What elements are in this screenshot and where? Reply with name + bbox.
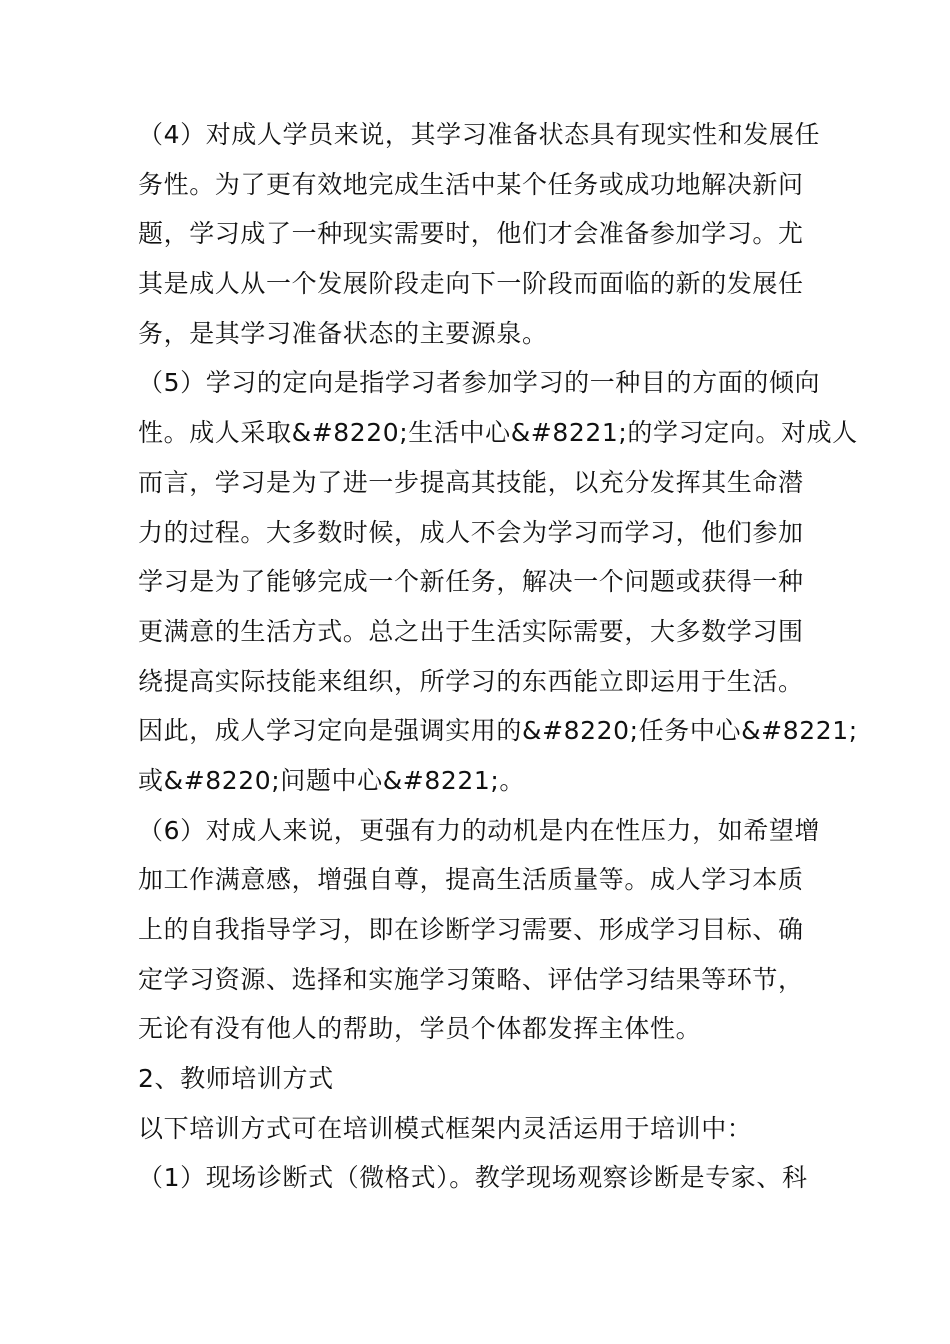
- text-line: 因此，成人学习定向是强调实用的&#8220;任务中心&#8221;: [138, 716, 858, 746]
- text-line: （5）学习的定向是指学习者参加学习的一种目的方面的倾向: [138, 368, 821, 398]
- text-line: 学习是为了能够完成一个新任务，解决一个问题或获得一种: [138, 567, 804, 597]
- text-line: 绕提高实际技能来组织，所学习的东西能立即运用于生活。: [138, 666, 804, 696]
- text-line: 加工作满意感，增强自尊，提高生活质量等。成人学习本质: [138, 865, 804, 895]
- text-line: 以下培训方式可在培训模式框架内灵活运用于培训中：: [138, 1113, 753, 1143]
- body-text: [138, 110, 858, 1203]
- text-line: （6）对成人来说，更强有力的动机是内在性压力，如希望增: [138, 815, 821, 845]
- text-line: 务性。为了更有效地完成生活中某个任务或成功地解决新问: [138, 169, 804, 199]
- text-line: 上的自我指导学习，即在诊断学习需要、形成学习目标、确: [138, 915, 804, 944]
- text-line: 无论有没有他人的帮助，学员个体都发挥主体性。: [138, 1014, 702, 1044]
- text-line: 务，是其学习准备状态的主要源泉。: [138, 318, 548, 348]
- text-line: 或&#8220;问题中心&#8221;。: [138, 765, 525, 795]
- text-line: （1）现场诊断式（微格式）。教学现场观察诊断是专家、科: [138, 1163, 808, 1193]
- text-line: （4）对成人学员来说，其学习准备状态具有现实性和发展任: [138, 120, 821, 149]
- text-line: 更满意的生活方式。总之出于生活实际需要，大多数学习围: [138, 616, 804, 646]
- text-line: 性。成人采取&#8220;生活中心&#8221;的学习定向。对成人: [138, 418, 858, 448]
- text-line: 力的过程。大多数时候，成人不会为学习而学习，他们参加: [138, 517, 804, 547]
- text-line: 其是成人从一个发展阶段走向下一阶段而面临的新的发展任: [138, 269, 804, 299]
- text-line: 定学习资源、选择和实施学习策略、评估学习结果等环节，: [138, 964, 804, 994]
- text-line: 题，学习成了一种现实需要时，他们才会准备参加学习。尤: [138, 219, 804, 249]
- text-line: 而言，学习是为了进一步提高其技能，以充分发挥其生命潜: [138, 467, 804, 497]
- section-heading: 2、教师培训方式: [138, 1064, 334, 1094]
